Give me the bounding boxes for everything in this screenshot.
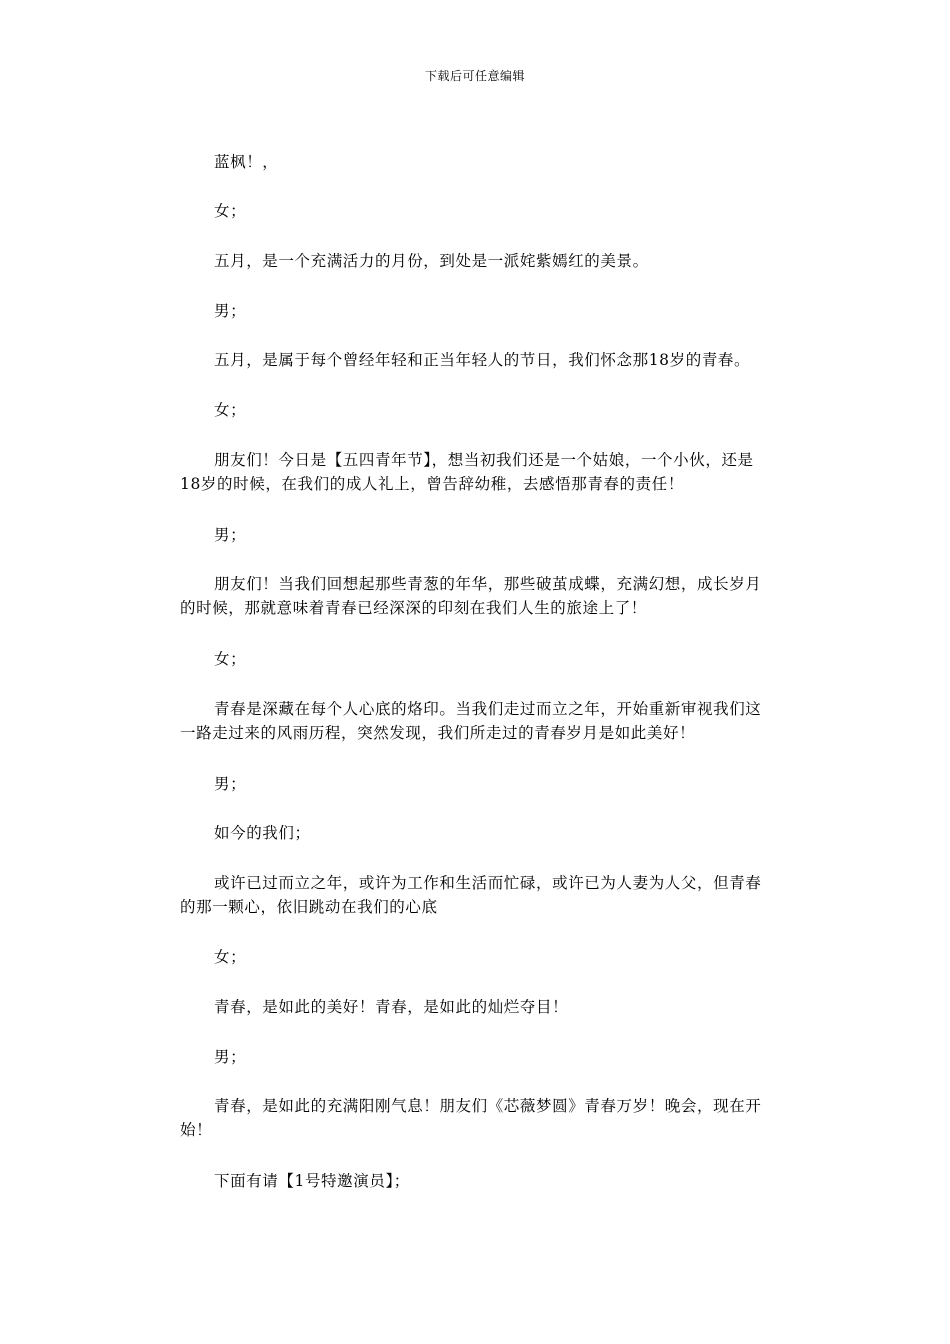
paragraph: 五月，是属于每个曾经年轻和正当年轻人的节日，我们怀念那18岁的青春。 bbox=[214, 351, 751, 369]
paragraph: 朋友们！当我们回想起那些青葱的年华，那些破茧成蝶，充满幻想，成长岁月的时候，那就意味着青春已经深深的印刻在我们人生的旅途上了！ bbox=[180, 575, 762, 617]
paragraph: 女； bbox=[214, 401, 247, 419]
paragraph: 男； bbox=[214, 526, 247, 544]
paragraph: 青春，是如此的充满阳刚气息！朋友们《芯薇梦圆》青春万岁！晚会，现在开始！ bbox=[180, 1097, 762, 1139]
paragraph: 男； bbox=[214, 775, 247, 793]
paragraph: 蓝枫！， bbox=[214, 153, 279, 171]
page-header: 下载后可任意编辑 bbox=[424, 69, 525, 83]
paragraph: 青春是深藏在每个人心底的烙印。当我们走过而立之年，开始重新审视我们这一路走过来的风雨历程，突然发现，我们所走过的青春岁月是如此美好！ bbox=[180, 700, 762, 742]
paragraph: 女； bbox=[214, 202, 247, 220]
paragraph: 如今的我们； bbox=[214, 824, 311, 842]
paragraph: 五月，是一个充满活力的月份，到处是一派姹紫嫣红的美景。 bbox=[214, 252, 649, 270]
paragraph: 下面有请【1号特邀演员】； bbox=[214, 1172, 410, 1190]
paragraph: 女； bbox=[214, 650, 247, 668]
paragraph: 男； bbox=[214, 302, 247, 320]
paragraph: 青春，是如此的美好！青春，是如此的灿烂夺目！ bbox=[214, 998, 569, 1016]
paragraph: 朋友们！今日是【五四青年节】，想当初我们还是一个姑娘，一个小伙，还是18岁的时候，在我们的成人礼上，曾告辞幼稚，去感悟那青春的责任！ bbox=[180, 451, 754, 493]
paragraph: 男； bbox=[214, 1048, 247, 1066]
paragraph: 女； bbox=[214, 948, 247, 966]
paragraph: 或许已过而立之年，或许为工作和生活而忙碌，或许已为人妻为人父，但青春的那一颗心，依旧跳动在我们的心底 bbox=[180, 874, 762, 916]
